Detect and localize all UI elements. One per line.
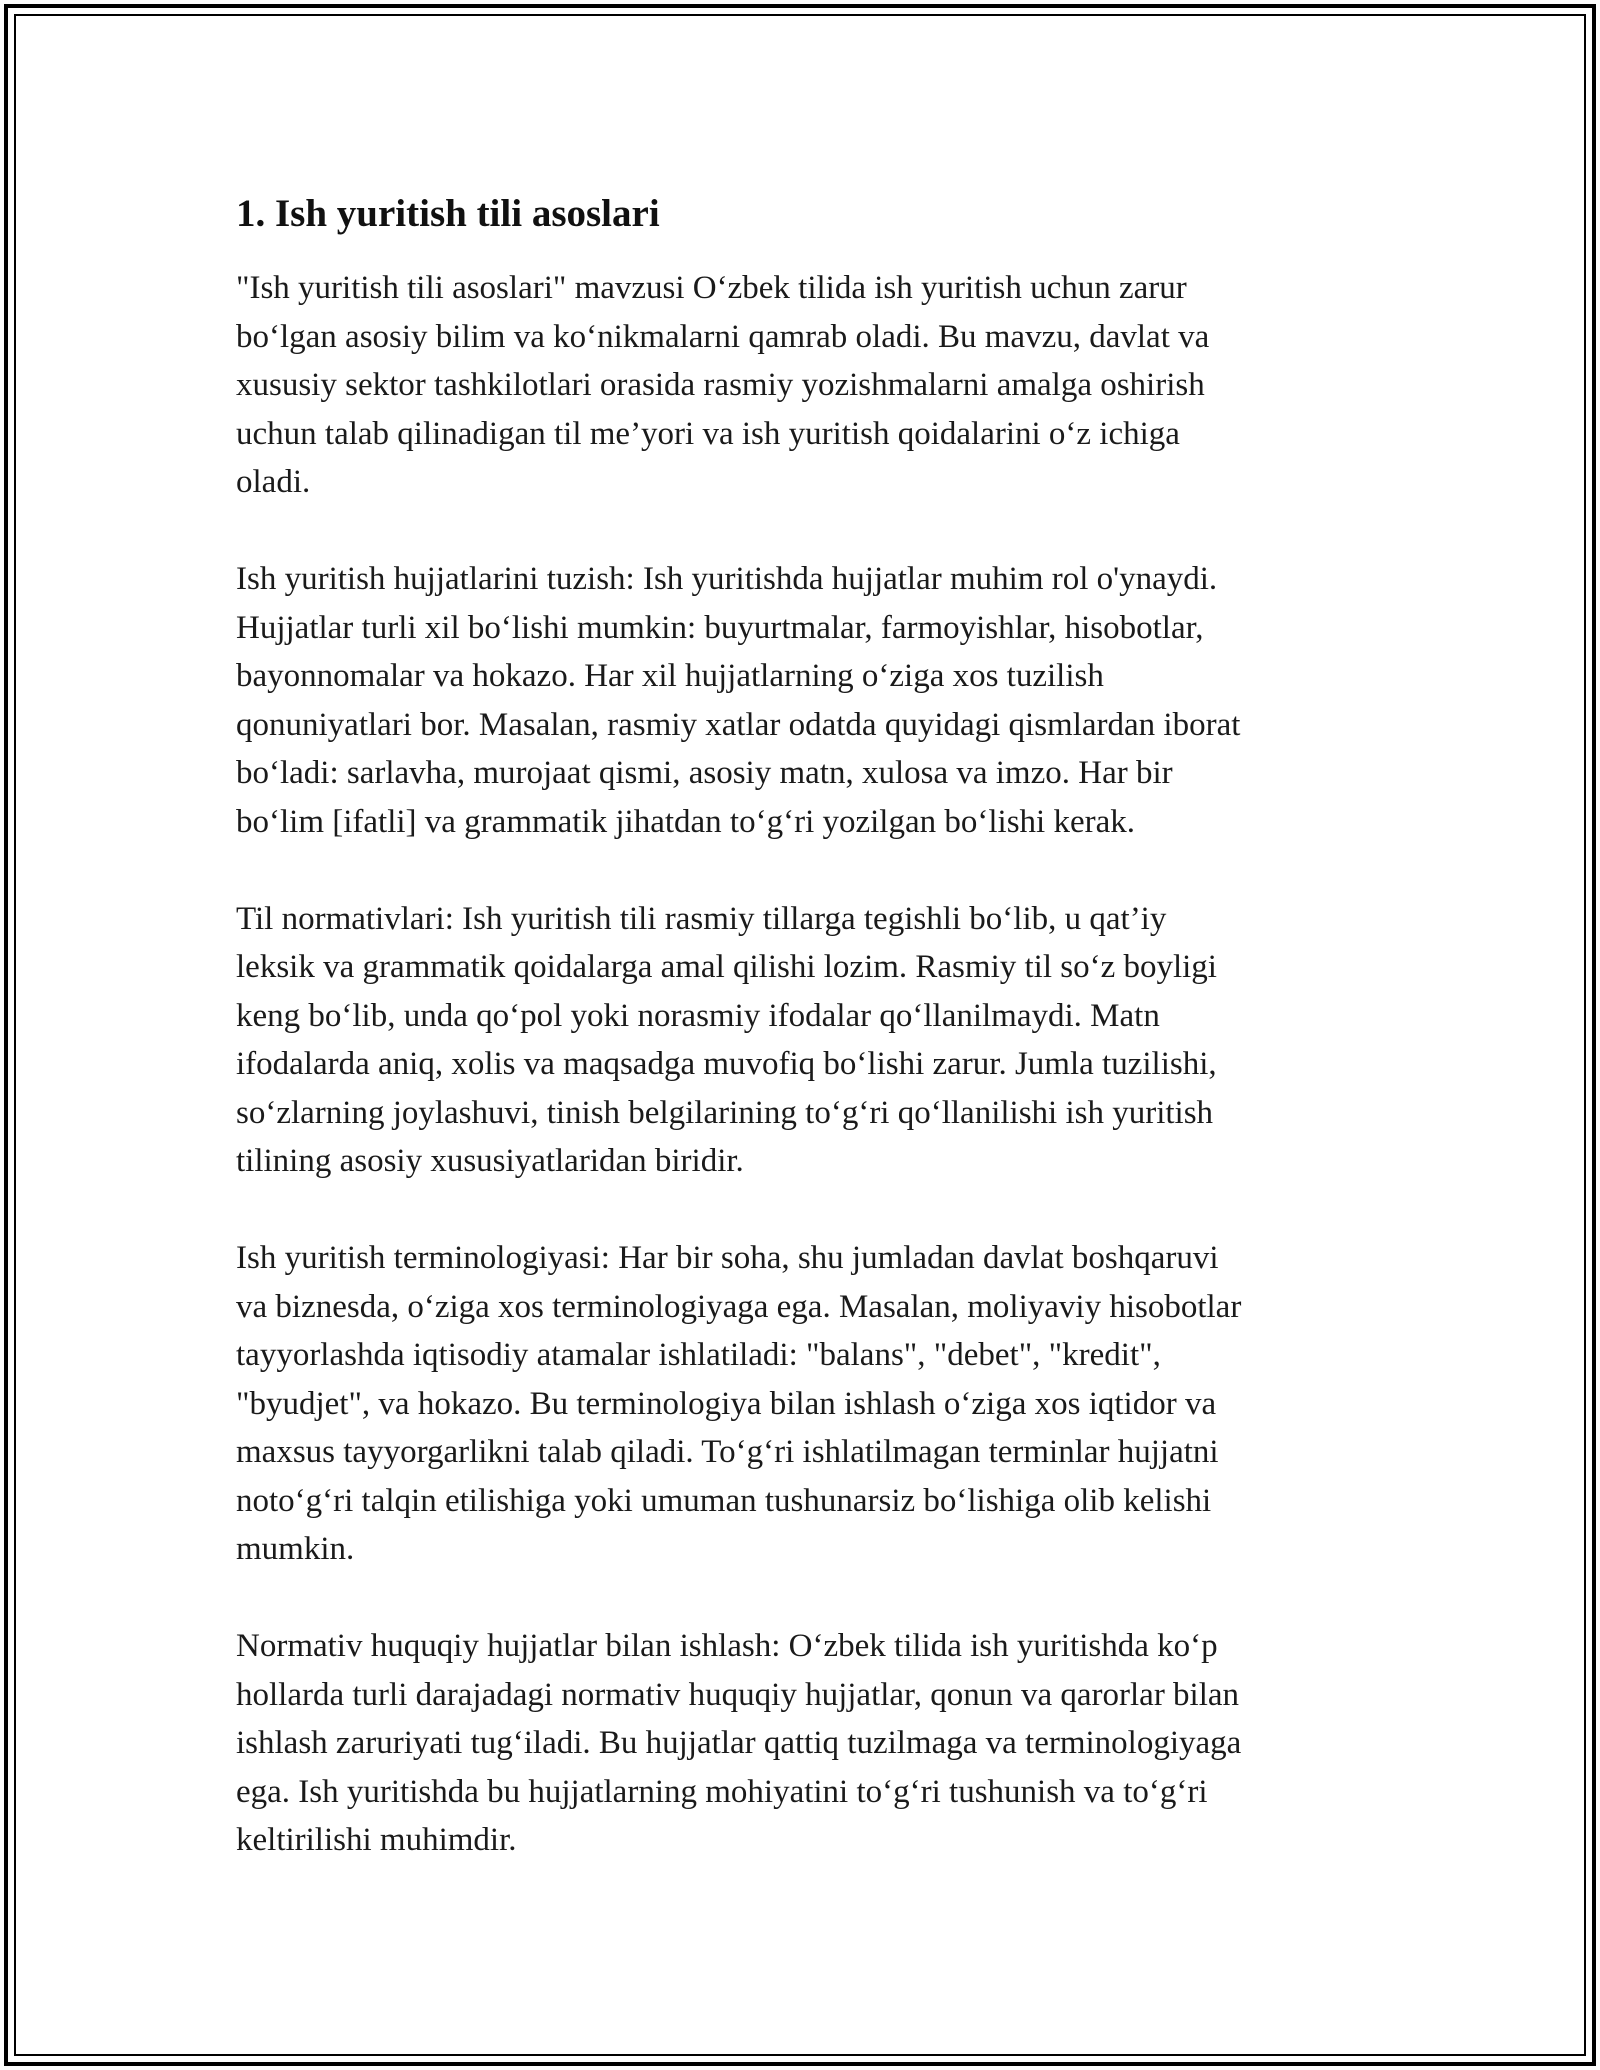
text-line: qonuniyatlari bor. Masalan, rasmiy xatlar odatda quyidagi qismlardan iborat bbox=[236, 706, 1241, 743]
text-line: ishlash zaruriyati tug‘iladi. Bu hujjatlar qattiq tuzilmaga va terminologiyaga bbox=[236, 1725, 1242, 1761]
text-line: ifodalarda aniq, xolis va maqsadga muvofiq bo‘lishi zarur. Jumla tuzilishi, bbox=[236, 1046, 1217, 1082]
text-line: leksik va grammatik qoidalarga amal qilishi lozim. Rasmiy til so‘z boyligi bbox=[236, 949, 1217, 985]
paragraph-norms bbox=[236, 895, 1376, 1186]
document-title: 1. Ish yuritish tili asoslari bbox=[236, 192, 660, 235]
text-line: Ish yuritish hujjatlarini tuzish: Ish yuritishda hujjatlar muhim rol o'ynaydi. bbox=[236, 561, 1218, 597]
text-line: bo‘lgan asosiy bilim va ko‘nikmalarni qamrab oladi. Bu mavzu, davlat va bbox=[236, 318, 1210, 355]
paragraph-documents bbox=[236, 555, 1376, 846]
text-line: "Ish yuritish tili asoslari" mavzusi O‘zbek tilida ish yuritish uchun zarur bbox=[236, 270, 1187, 306]
text-line: so‘zlarning joylashuvi, tinish belgilarining to‘g‘ri qo‘llanilishi ish yuritish bbox=[236, 1094, 1214, 1131]
document-body bbox=[236, 186, 1376, 1913]
text-line: keltirilishi muhimdir. bbox=[236, 1822, 517, 1858]
text-line: "byudjet", va hokazo. Bu terminologiya bilan ishlash o‘ziga xos iqtidor va bbox=[236, 1385, 1217, 1422]
text-line: Normativ huquqiy hujjatlar bilan ishlash: O‘zbek tilida ish yuritishda ko‘p bbox=[236, 1628, 1218, 1664]
paragraph-legal-documents bbox=[236, 1622, 1376, 1865]
text-line: oladi. bbox=[236, 464, 311, 500]
text-line: tilining asosiy xususiyatlaridan biridir. bbox=[236, 1143, 744, 1179]
text-line: va biznesda, o‘ziga xos terminologiyaga ega. Masalan, moliyaviy hisobotlar bbox=[236, 1288, 1242, 1325]
text-line: Hujjatlar turli xil bo‘lishi mumkin: buyurtmalar, farmoyishlar, hisobotlar, bbox=[236, 609, 1204, 646]
text-line: mumkin. bbox=[236, 1531, 355, 1567]
text-line: xususiy sektor tashkilotlari orasida rasmiy yozishmalarni amalga oshirish bbox=[236, 367, 1205, 403]
text-line: Ish yuritish terminologiyasi: Har bir soha, shu jumladan davlat boshqaruvi bbox=[236, 1240, 1219, 1276]
text-line: Til normativlari: Ish yuritish tili rasmiy tillarga tegishli bo‘lib, u qat’iy bbox=[236, 900, 1167, 937]
text-line: tayyorlashda iqtisodiy atamalar ishlatiladi: "balans", "debet", "kredit", bbox=[236, 1337, 1161, 1373]
text-line: bayonnomalar va hokazo. Har xil hujjatlarning o‘ziga xos tuzilish bbox=[236, 658, 1104, 694]
text-line: bo‘lim [ifatli] va grammatik jihatdan to‘g‘ri yozilgan bo‘lishi kerak. bbox=[236, 803, 1135, 840]
text-line: bo‘ladi: sarlavha, murojaat qismi, asosiy matn, xulosa va imzo. Har bir bbox=[236, 755, 1173, 791]
text-line: hollarda turli darajadagi normativ huquqiy hujjatlar, qonun va qarorlar bilan bbox=[236, 1676, 1240, 1713]
paragraph-terminology bbox=[236, 1234, 1376, 1574]
text-line: keng bo‘lib, unda qo‘pol yoki norasmiy ifodalar qo‘llanilmaydi. Matn bbox=[236, 997, 1160, 1034]
text-line: noto‘g‘ri talqin etilishiga yoki umuman tushunarsiz bo‘lishiga olib kelishi bbox=[236, 1482, 1212, 1519]
paragraph-intro bbox=[236, 264, 1376, 507]
text-line: ega. Ish yuritishda bu hujjatlarning mohiyatini to‘g‘ri tushunish va to‘g‘ri bbox=[236, 1773, 1208, 1810]
text-line: maxsus tayyorgarlikni talab qiladi. To‘g‘ri ishlatilmagan terminlar hujjatni bbox=[236, 1434, 1219, 1470]
text-line: uchun talab qilinadigan til me’yori va ish yuritish qoidalarini o‘z ichiga bbox=[236, 415, 1180, 452]
